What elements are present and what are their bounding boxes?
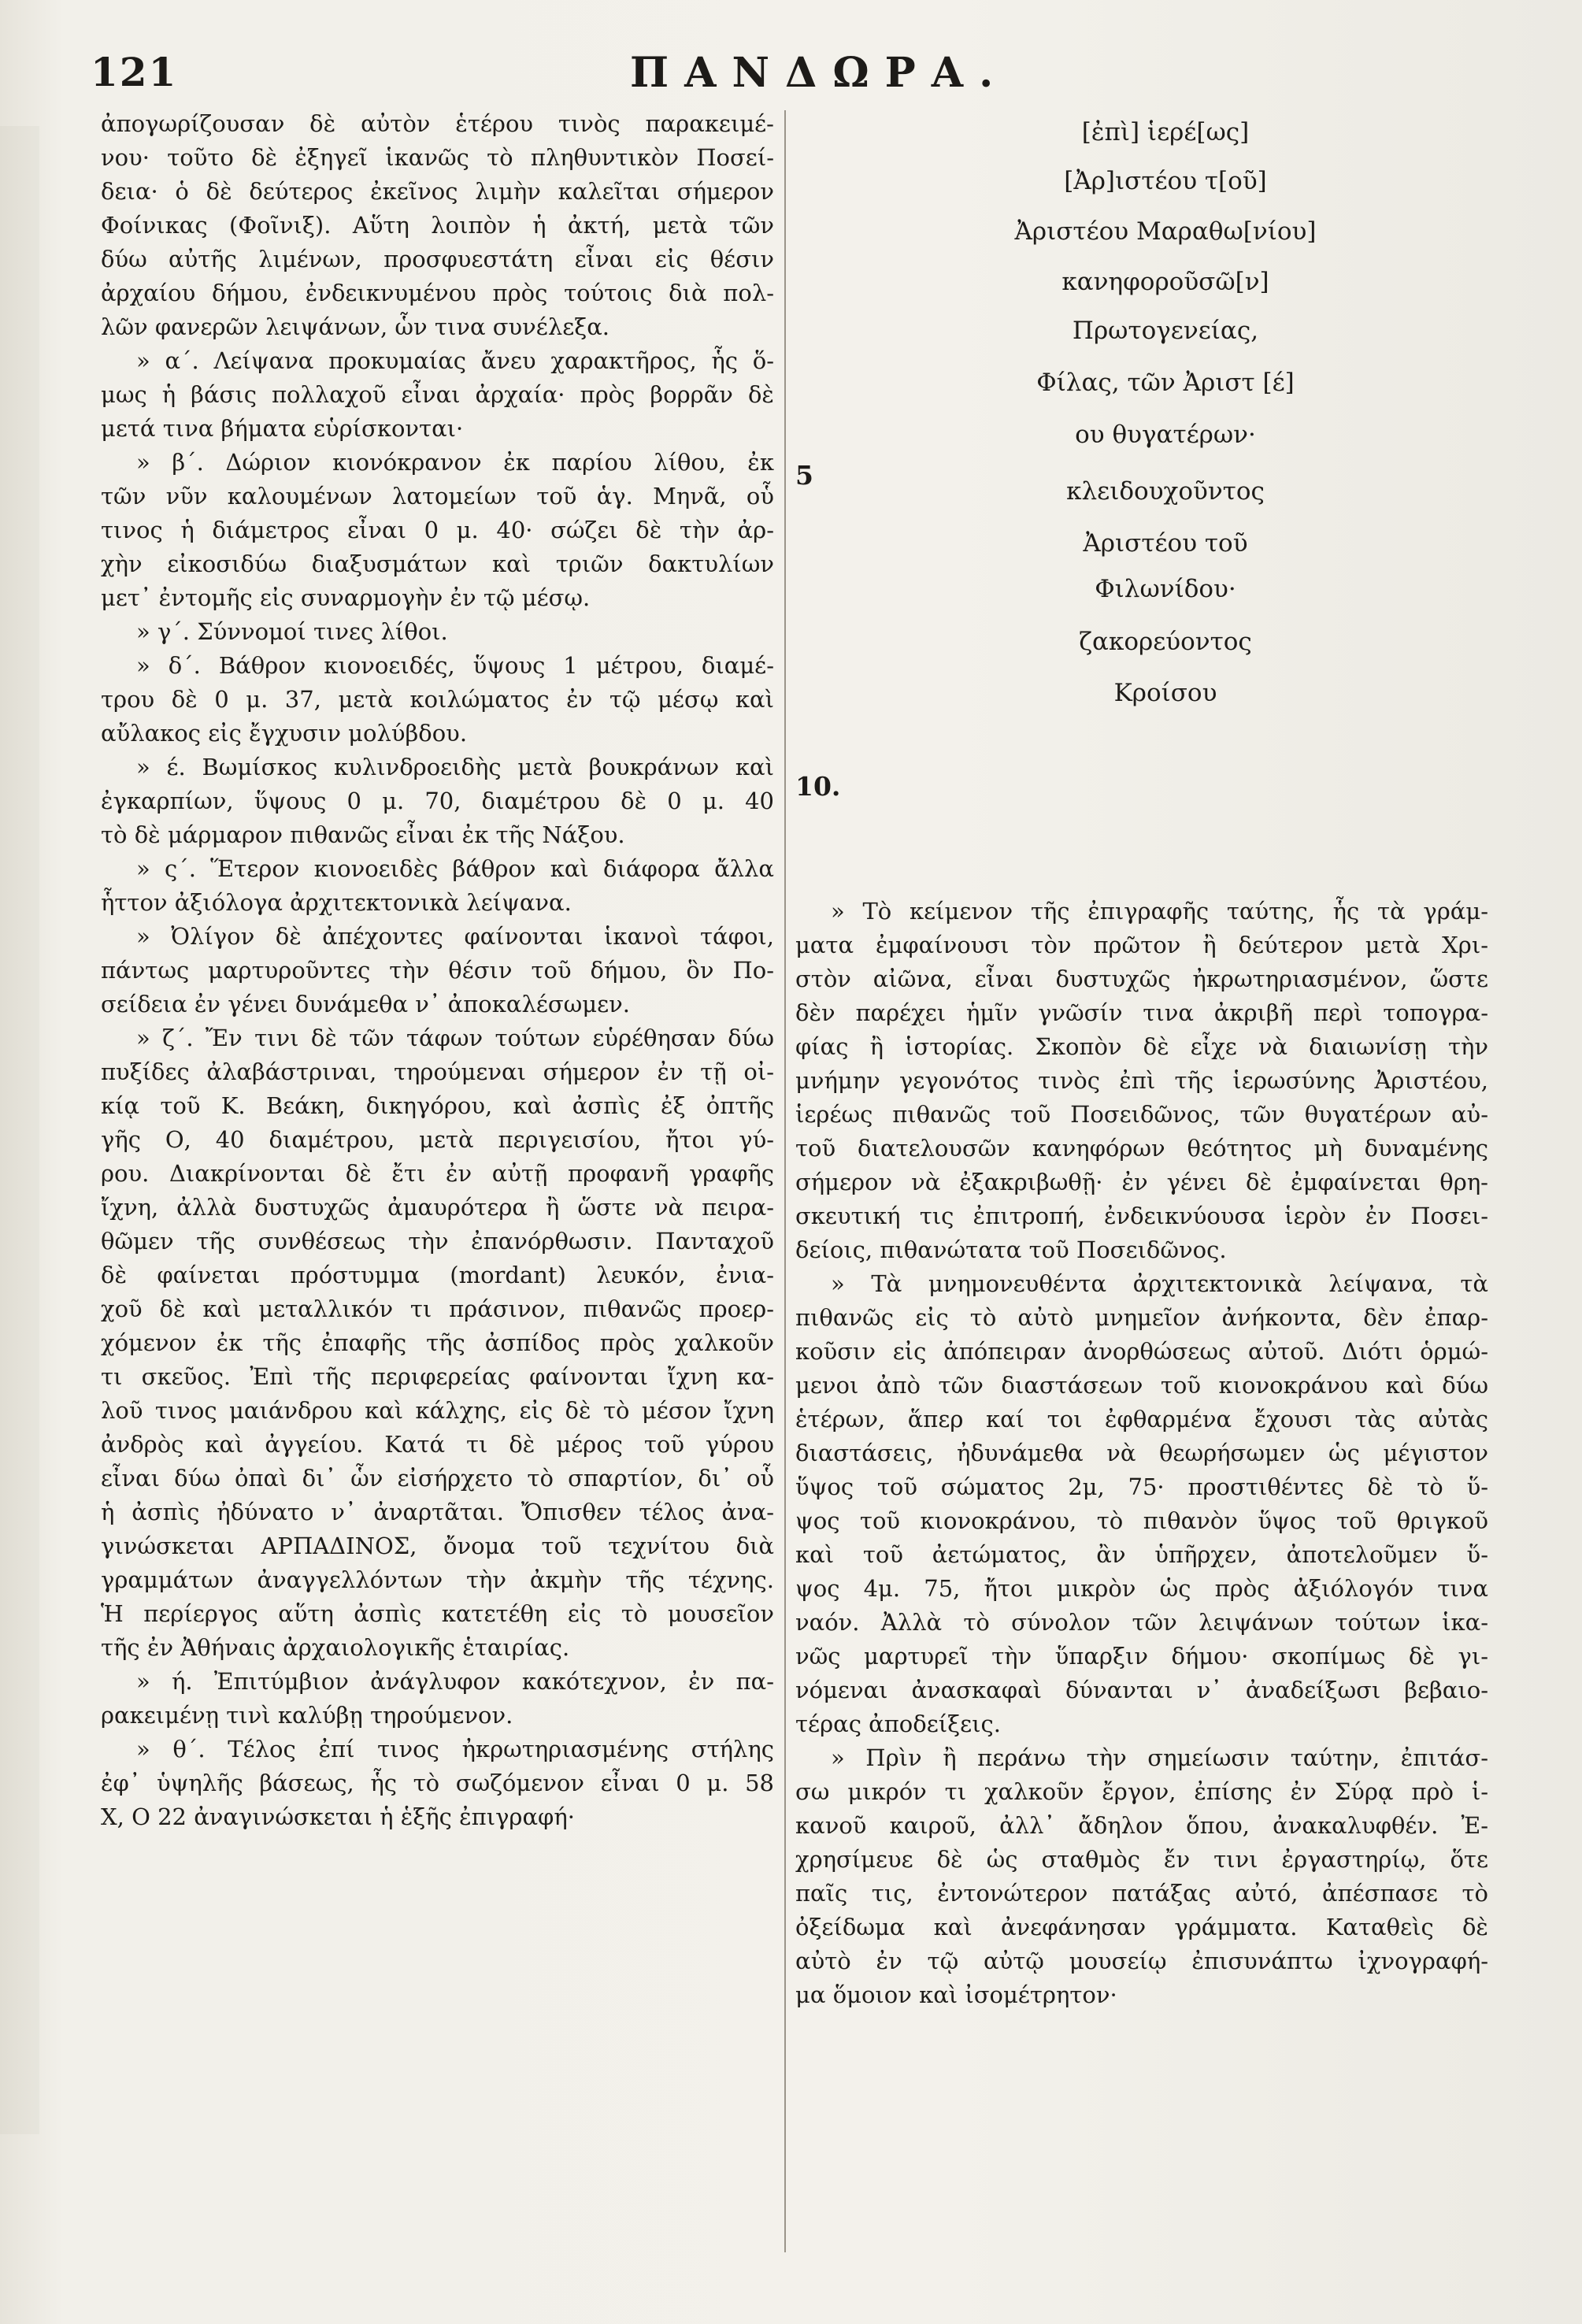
text-line: Ἡ περίεργος αὕτη ἀσπὶς κατετέθη εἰς τὸ μουσεῖον: [101, 1600, 774, 1627]
inscription-line: Ἀριστέου τοῦ: [1083, 529, 1248, 558]
text-line: διαστάσεις, ἠδυνάμεθα νὰ θεωρήσωμεν ὡς μέγιστον: [795, 1440, 1488, 1466]
text-line: » ς΄. Ἕτερον κιονοειδὲς βάθρον καὶ διάφορα ἄλλα: [136, 855, 774, 882]
text-line: » ή. Ἐπιτύμβιον ἀνάγλυφον κακότεχνον, ἐν πα-: [136, 1668, 774, 1695]
text-line: ἑτέρων, ἅπερ καί τοι ἐφθαρμένα ἔχουσι τὰς αὐτὰς: [795, 1406, 1488, 1433]
inscription-line: [Ἀρ]ιστέου τ[οῦ]: [1064, 167, 1267, 195]
text-line: γραμμάτων ἀναγγελλόντων τὴν ἀκμὴν τῆς τέχνης.: [101, 1566, 774, 1593]
text-line: δύω αὐτῆς λιμένων, προσφυεστάτη εἶναι εἰς θέσιν: [101, 246, 774, 272]
text-line: ὕψος τοῦ σώματος 2μ, 75· προστιθέντες δὲ τὸ ὕ-: [795, 1473, 1488, 1500]
text-line: ρακειμένῃ τινὶ καλύβῃ τηρούμενον.: [101, 1702, 513, 1729]
text-line: ἱερέως πιθανῶς τοῦ Ποσειδῶνος, τῶν θυγατέρων αὐ-: [795, 1101, 1488, 1128]
inscription-line: Ἀριστέου Μαραθω[νίου]: [1014, 217, 1317, 246]
text-line: πιθανῶς εἰς τὸ αὐτὸ μνημεῖον ἀνήκοντα, δὲν ἐπαρ-: [795, 1304, 1488, 1331]
text-line: πυξίδες ἀλαβάστριναι, τηρούμεναι σήμερον ἐν τῇ οἰ-: [101, 1058, 774, 1085]
text-line: αὔλακος εἰς ἔγχυσιν μολύβδου.: [101, 720, 468, 747]
text-line: » β΄. Δώριον κιονόκρανον ἐκ παρίου λίθου, ἐκ: [136, 449, 774, 476]
text-line: τρου δὲ 0 μ. 37, μετὰ κοιλώματος ἐν τῷ μέσῳ καὶ: [101, 686, 774, 713]
text-line: τι σκεῦος. Ἐπὶ τῆς περιφερείας φαίνονται ἴχνη κα-: [101, 1363, 774, 1390]
page-number: 121: [91, 49, 178, 95]
text-line: ἐγκαρπίων, ὕψους 0 μ. 70, διαμέτρου δὲ 0 μ. 40: [101, 788, 774, 814]
text-line: δεια· ὁ δὲ δεύτερος ἐκεῖνος λιμὴν καλεῖται σήμερον: [101, 178, 774, 205]
text-line: » έ. Βωμίσκος κυλινδροειδὴς μετὰ βουκράνων καὶ: [136, 754, 774, 780]
right-column: [795, 107, 1488, 2012]
text-line: » α΄. Λείψανα προκυμαίας ἄνευ χαρακτῆρος, ἧς ὅ-: [136, 347, 774, 374]
text-line: παῖς τις, ἐντονώτερον πατάξας αὐτό, ἀπέσπασε τὸ: [795, 1880, 1488, 1907]
inscription-line: Πρωτογενείας,: [1072, 317, 1259, 345]
text-line: χόμενον ἐκ τῆς ἐπαφῆς τῆς ἀσπίδος πρὸς χαλκοῦν: [101, 1329, 774, 1356]
page-header: [0, 39, 1582, 110]
inscription-line-number: 5: [795, 460, 813, 491]
text-line: ἧττον ἀξιόλογα ἀρχιτεκτονικὰ λείψανα.: [101, 889, 572, 916]
text-line: μνήμην γεγονότος τινὸς ἐπὶ τῆς ἱερωσύνης Ἀριστέου,: [795, 1067, 1488, 1094]
text-line: τοῦ διατελουσῶν κανηφόρων θεότητος μὴ δυναμένης: [795, 1135, 1488, 1162]
text-line: τῶν νῦν καλουμένων λατομείων τοῦ ἁγ. Μηνᾶ, οὗ: [101, 483, 774, 510]
text-line: σω μικρόν τι χαλκοῦν ἔργον, ἐπίσης ἐν Σύρᾳ πρὸ ἱ-: [795, 1778, 1488, 1805]
inscription-line: Κροίσου: [1113, 679, 1217, 707]
text-line: κανοῦ καιροῦ, ἀλλ᾽ ἄδηλον ὅπου, ἀνακαλυφθέν. Ἐ-: [795, 1812, 1488, 1839]
text-line: μετ᾽ ἐντομῆς εἰς συναρμογὴν ἐν τῷ μέσῳ.: [101, 584, 591, 611]
text-line: χρησίμευε δὲ ὡς σταθμὸς ἔν τινι ἐργαστηρίῳ, ὅτε: [795, 1846, 1488, 1873]
text-line: σείδεια ἐν γένει δυνάμεθα ν᾽ ἀποκαλέσωμεν.: [101, 991, 631, 1017]
text-line: νῶς μαρτυρεῖ τὴν ὕπαρξιν δήμου· σκοπίμως δὲ γι-: [795, 1643, 1488, 1670]
text-line: » Τὰ μνημονευθέντα ἀρχιτεκτονικὰ λείψανα, τὰ: [831, 1270, 1488, 1297]
text-line: μενοι ἀπὸ τῶν διαστάσεων τοῦ κιονοκράνου καὶ δύω: [795, 1372, 1488, 1399]
text-line: μα ὅμοιον καὶ ἰσομέτρητον·: [795, 1981, 1117, 2008]
inscription-line: Φίλας, τῶν Ἀριστ [έ]: [1036, 369, 1295, 397]
page-edge-shadow: [0, 126, 39, 2134]
column-divider: [784, 110, 786, 2252]
inscription-line: ζακορεύοντος: [1079, 628, 1252, 656]
text-line: δὲ φαίνεται πρόστυμμα (mordant) λευκόν, ἐνια-: [101, 1262, 774, 1288]
text-line: εἶναι δύω ὀπαὶ δι᾽ ὧν εἰσήρχετο τὸ σπαρτίον, δι᾽ οὗ: [101, 1465, 774, 1492]
text-line: ματα ἐμφαίνουσι τὸν πρῶτον ἢ δεύτερον μετὰ Χρι-: [795, 932, 1488, 958]
text-line: » Ὀλίγον δὲ ἀπέχοντες φαίνονται ἱκανοὶ τάφοι,: [136, 923, 774, 950]
text-line: θῶμεν τῆς συνθέσεως τὴν ἐπανόρθωσιν. Πανταχοῦ: [101, 1228, 774, 1255]
text-line: λοῦ τινος μαιάνδρου καὶ κάλχης, εἰς δὲ τὸ μέσον ἴχνη: [101, 1397, 774, 1424]
text-line: γῆς Ο, 40 διαμέτρου, μετὰ περιγεισίου, ἤτοι γύ-: [101, 1126, 774, 1153]
inscription-line: ου θυγατέρων·: [1075, 421, 1256, 449]
text-line: Φοίνικας (Φοῖνιξ). Αὕτη λοιπὸν ἡ ἀκτή, μετὰ τῶν: [101, 212, 774, 239]
text-line: δείοις, πιθανώτατα τοῦ Ποσειδῶνος.: [795, 1236, 1227, 1263]
text-line: χὴν εἰκοσιδύω διαξυσμάτων καὶ τριῶν δακτυλίων: [101, 550, 774, 577]
text-line: » δ΄. Βάθρον κιονοειδές, ὕψους 1 μέτρου, διαμέ-: [136, 652, 774, 679]
text-line: » ζ΄. Ἔν τινι δὲ τῶν τάφων τούτων εὑρέθησαν δύω: [136, 1025, 774, 1051]
text-line: αὐτὸ ἐν τῷ αὐτῷ μουσείῳ ἐπισυνάπτω ἰχνογραφή-: [795, 1948, 1488, 1974]
left-column: [101, 107, 774, 1834]
text-line: ὀξείδωμα καὶ ἀνεφάνησαν γράμματα. Καταθεὶς δὲ: [795, 1914, 1488, 1940]
inscription-line-number: 10.: [795, 771, 841, 802]
text-line: νου· τοῦτο δὲ ἐξηγεῖ ἱκανῶς τὸ πληθυντικὸν Ποσεί-: [101, 144, 774, 171]
text-line: » θ΄. Τέλος ἐπί τινος ἠκρωτηριασμένης στήλης: [136, 1736, 774, 1762]
right-column-text: [795, 895, 1488, 2012]
text-line: Χ, Ο 22 ἀναγινώσκεται ἡ ἑξῆς ἐπιγραφή·: [101, 1803, 575, 1830]
text-line: ἀπογωρίζουσαν δὲ αὐτὸν ἑτέρου τινὸς παρακειμέ-: [101, 110, 774, 137]
text-line: δὲν παρέχει ἡμῖν γνῶσίν τινα ἀκριβῆ περὶ τοπογρα-: [795, 999, 1488, 1026]
text-line: ναόν. Ἀλλὰ τὸ σύνολον τῶν λειψάνων τούτων ἱκα-: [795, 1609, 1488, 1636]
text-line: μως ἡ βάσις πολλαχοῦ εἶναι ἀρχαία· πρὸς βορρᾶν δὲ: [101, 381, 774, 408]
inscription-block: [795, 107, 1488, 895]
text-line: χοῦ δὲ καὶ μεταλλικόν τι πράσινον, πιθανῶς προερ-: [101, 1295, 774, 1322]
inscription-line: κανηφοροῦσῶ[ν]: [1061, 268, 1269, 296]
text-line: » Πρὶν ἢ περάνω τὴν σημείωσιν ταύτην, ἐπιτάσ-: [831, 1744, 1488, 1771]
text-line: μετά τινα βήματα εὑρίσκονται·: [101, 415, 464, 442]
text-line: γινώσκεται ΑΡΠΑΔΙΝΟΣ, ὄνομα τοῦ τεχνίτου διὰ: [101, 1533, 774, 1559]
text-line: καὶ τοῦ ἀετώματος, ἂν ὑπῆρχεν, ἀποτελοῦμεν ὕ-: [795, 1541, 1488, 1568]
text-line: κίᾳ τοῦ Κ. Βεάκη, δικηγόρου, καὶ ἀσπὶς ἐξ ὀπτῆς: [101, 1092, 774, 1119]
text-line: τινος ἡ διάμετρος εἶναι 0 μ. 40· σώζει δὲ τὴν ἀρ-: [101, 517, 774, 543]
text-line: » γ΄. Σύννομοί τινες λίθοι.: [136, 618, 448, 645]
running-title: ΠΑΝΔΩΡΑ.: [630, 49, 1010, 97]
text-line: στὸν αἰῶνα, εἶναι δυστυχῶς ἠκρωτηριασμένον, ὥστε: [795, 966, 1488, 992]
text-line: ρου. Διακρίνονται δὲ ἔτι ἐν αὐτῇ προφανῆ γραφῆς: [101, 1160, 774, 1187]
text-line: τέρας ἀποδείξεις.: [795, 1711, 1001, 1737]
text-line: ἀρχαίου δήμου, ἐνδεικνυμένου πρὸς τούτοις διὰ πολ-: [101, 280, 774, 306]
text-line: νόμεναι ἀνασκαφαὶ δύνανται ν᾽ ἀναδείξωσι βεβαιο-: [795, 1677, 1488, 1703]
text-line: σήμερον νὰ ἐξακριβωθῇ· ἐν γένει δὲ ἐμφαίνεται θρη-: [795, 1169, 1488, 1195]
text-line: » Τὸ κείμενον τῆς ἐπιγραφῆς ταύτης, ἧς τὰ γράμ-: [831, 898, 1488, 925]
text-line: ψος 4μ. 75, ἤτοι μικρὸν ὡς πρὸς ἀξιόλογόν τινα: [795, 1575, 1488, 1602]
text-line: τῆς ἐν Ἀθήναις ἀρχαιολογικῆς ἑταιρίας.: [101, 1634, 570, 1661]
text-line: τὸ δὲ μάρμαρον πιθανῶς εἶναι ἐκ τῆς Νάξου.: [101, 821, 625, 848]
text-line: ἴχνη, ἀλλὰ δυστυχῶς ἀμαυρότερα ἢ ὥστε νὰ πειρα-: [101, 1194, 774, 1221]
text-line: ψος τοῦ κιονοκράνου, τὸ πιθανὸν ὕψος τοῦ θριγκοῦ: [795, 1507, 1488, 1534]
inscription-line: κλειδουχοῦντος: [1066, 477, 1265, 506]
text-line: κοῦσιν εἰς ἀπόπειραν ἀνορθώσεως αὐτοῦ. Διότι ὁρμώ-: [795, 1338, 1488, 1365]
inscription-line: [ἐπὶ] ἱερέ[ως]: [1081, 118, 1250, 146]
text-line: λῶν φανερῶν λειψάνων, ὧν τινα συνέλεξα.: [101, 313, 610, 340]
inscription-line: Φιλωνίδου·: [1095, 575, 1236, 603]
text-line: πάντως μαρτυροῦντες τὴν θέσιν τοῦ δήμου, ὃν Πο-: [101, 957, 774, 984]
text-line: ἡ ἀσπὶς ἠδύνατο ν᾽ ἀναρτᾶται. Ὄπισθεν τέλος ἀνα-: [101, 1499, 774, 1525]
text-line: σκευτική τις ἐπιτροπή, ἐνδεικνύουσα ἱερὸν ἐν Ποσει-: [795, 1203, 1488, 1229]
text-line: ἀνδρὸς καὶ ἀγγείου. Κατά τι δὲ μέρος τοῦ γύρου: [101, 1431, 774, 1458]
text-line: ἐφ᾽ ὑψηλῆς βάσεως, ἧς τὸ σωζόμενον εἶναι 0 μ. 58: [101, 1770, 774, 1796]
text-line: φίας ἢ ἱστορίας. Σκοπὸν δὲ εἶχε νὰ διαιωνίσῃ τὴν: [795, 1033, 1488, 1060]
